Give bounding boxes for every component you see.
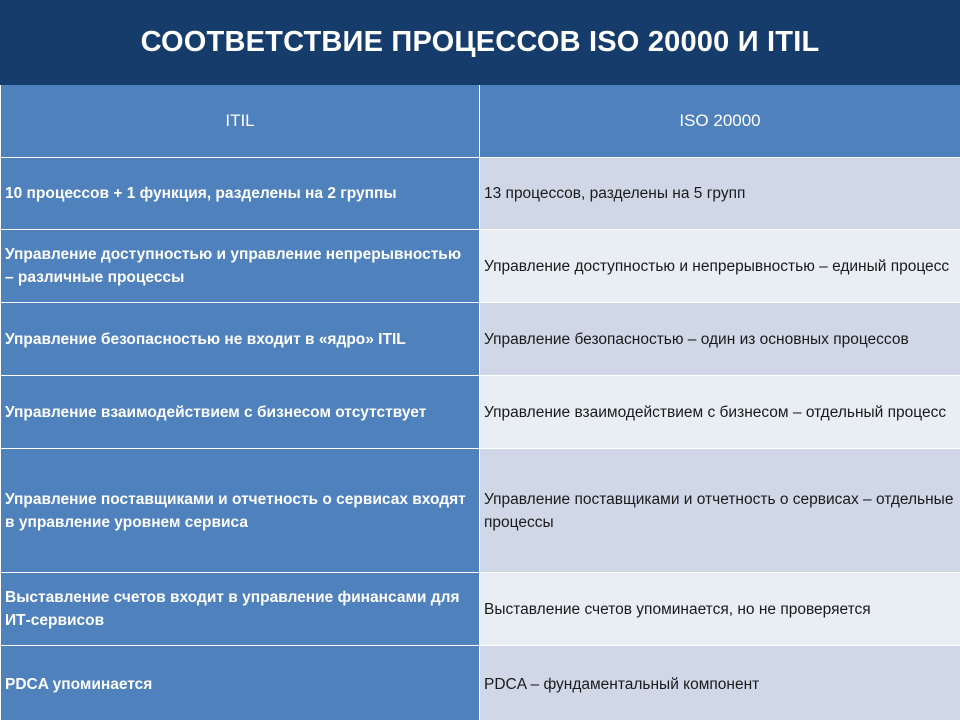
table-row — [1, 230, 960, 303]
iso-cell: Выставление счетов упоминается, но не проверяется — [480, 573, 960, 646]
itil-cell: PDCA упоминается — [1, 646, 480, 720]
iso-cell: PDCA – фундаментальный компонент — [480, 646, 960, 720]
table-row — [1, 158, 960, 230]
iso-cell: Управление поставщиками и отчетность о сервисах – отдельные процессы — [480, 449, 960, 573]
itil-cell: 10 процессов + 1 функция, разделены на 2 группы — [1, 158, 480, 230]
comparison-table — [0, 85, 960, 720]
itil-cell: Управление безопасностью не входит в «ядро» ITIL — [1, 303, 480, 376]
itil-cell: Выставление счетов входит в управление финансами для ИТ-сервисов — [1, 573, 480, 646]
header-itil: ITIL — [1, 85, 480, 158]
table-row — [1, 303, 960, 376]
iso-cell: 13 процессов, разделены на 5 групп — [480, 158, 960, 230]
itil-cell: Управление доступностью и управление непрерывностью – различные процессы — [1, 230, 480, 303]
iso-cell: Управление доступностью и непрерывностью – единый процесс — [480, 230, 960, 303]
table-row — [1, 376, 960, 449]
iso-cell: Управление взаимодействием с бизнесом – отдельный процесс — [480, 376, 960, 449]
table-row — [1, 573, 960, 646]
iso-cell: Управление безопасностью – один из основных процессов — [480, 303, 960, 376]
itil-cell: Управление взаимодействием с бизнесом отсутствует — [1, 376, 480, 449]
page-title: СООТВЕТСТВИЕ ПРОЦЕССОВ ISO 20000 И ITIL — [140, 26, 820, 58]
title-bar — [0, 0, 960, 85]
table-header-row — [1, 85, 960, 158]
itil-cell: Управление поставщиками и отчетность о сервисах входят в управление уровнем сервиса — [1, 449, 480, 573]
header-iso: ISO 20000 — [480, 85, 960, 158]
table-row — [1, 646, 960, 720]
table-row — [1, 449, 960, 573]
